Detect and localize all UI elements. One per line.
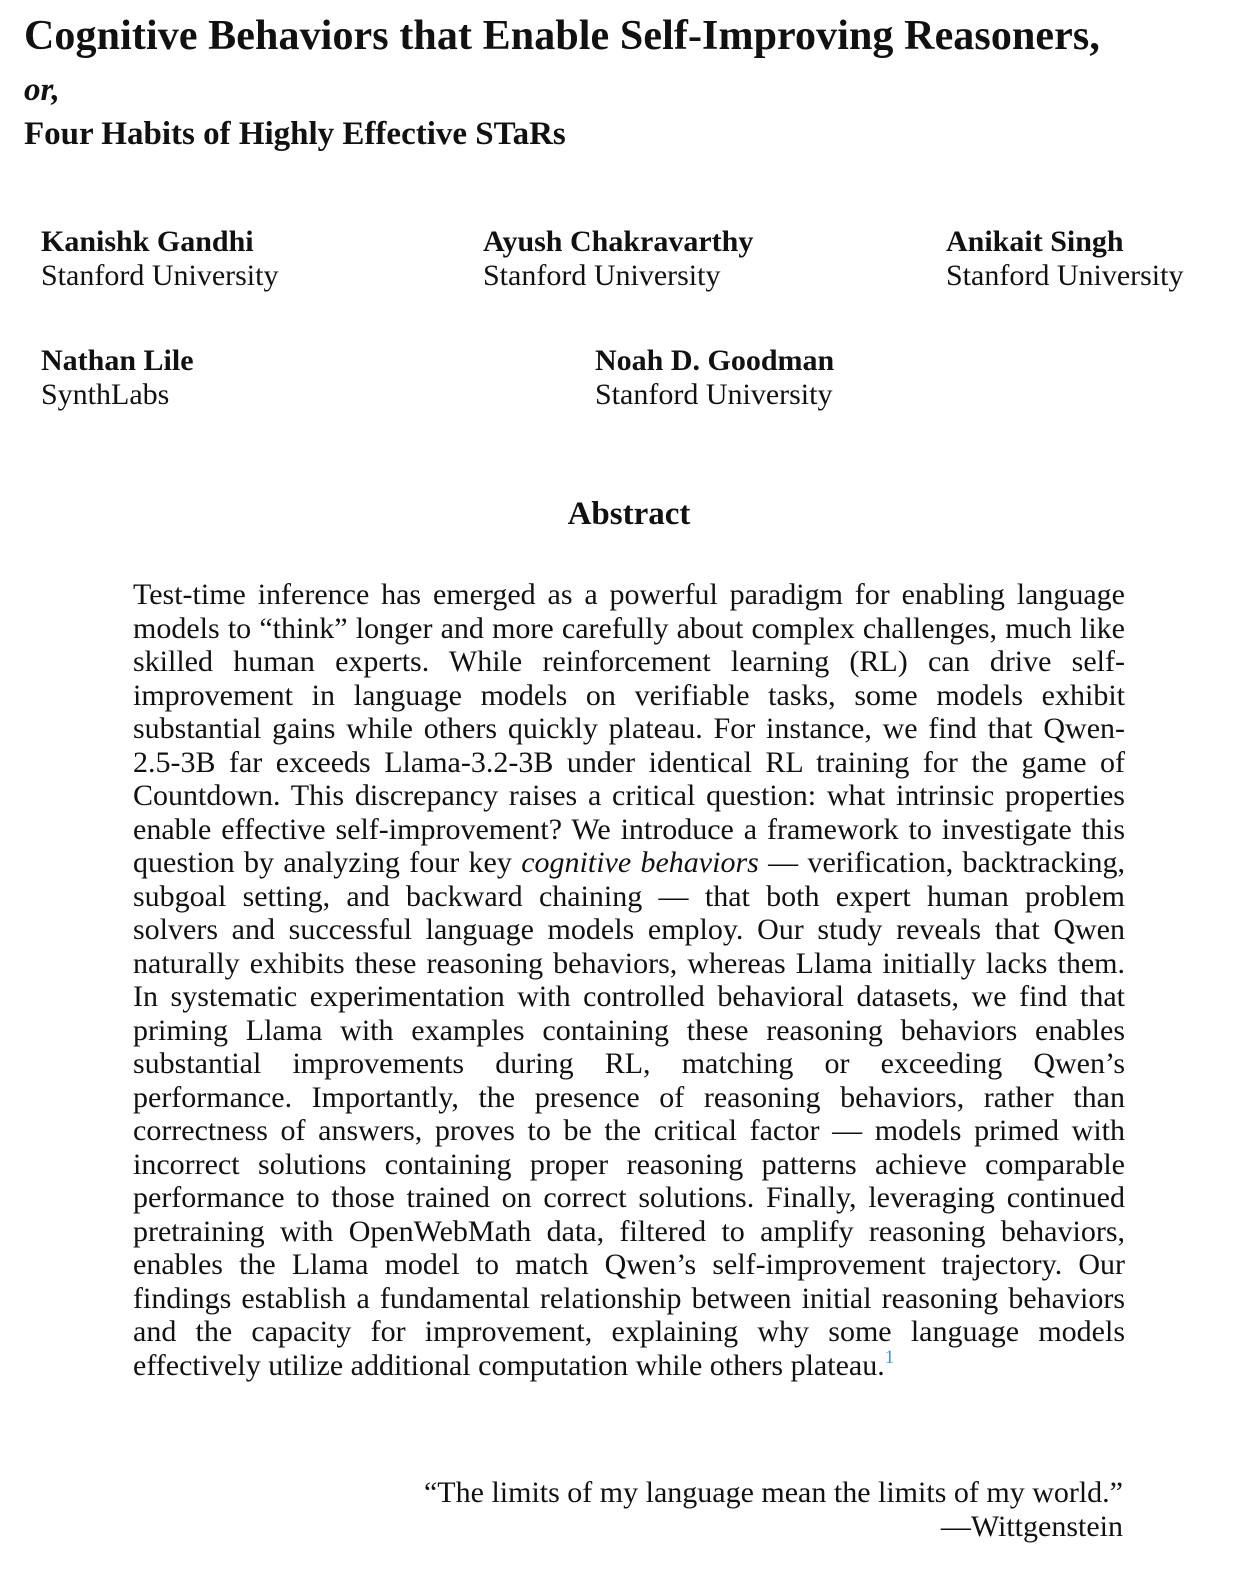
- author-block: [41, 225, 278, 293]
- abstract-body: [133, 578, 1125, 1382]
- author-name: Noah D. Goodman: [595, 344, 835, 377]
- author-block: [946, 225, 1183, 293]
- paper-title: Cognitive Behaviors that Enable Self-Improving Reasoners,: [24, 13, 1100, 59]
- author-name: Ayush Chakravarthy: [483, 225, 754, 258]
- epigraph-quote: “The limits of my language mean the limits of my world.”: [423, 1476, 1123, 1509]
- author-affiliation: SynthLabs: [41, 378, 170, 411]
- author-affiliation: Stanford University: [946, 259, 1184, 292]
- author-affiliation: Stanford University: [483, 259, 721, 292]
- author-affiliation: Stanford University: [595, 378, 833, 411]
- abstract-text: — verification, backtracking, subgoal setting, and backward chaining — that both expert human problem solvers and successful language models employ. Our study reveals that Qwen naturally exhibits these reasoning behaviors, whereas Llama initially lacks them. In systematic experimentation with controlled behavioral datasets, we find that priming Llama with examples containing these reasoning behaviors enables substantial improvements during RL, matching or exceeding Qwen’s performance. Importantly, the presence of reasoning behaviors, rather than correctness of answers, proves to be the critical factor — models primed with incorrect solutions containing proper reasoning patterns achieve comparable performance to those trained on correct solutions. Finally, leveraging continued pretraining with OpenWebMath data, filtered to amplify reasoning behaviors, enables the Llama model to match Qwen’s self-improvement trajectory. Our findings establish a fundamental relationship between initial reasoning behaviors and the capacity for improvement, explaining why some language models effectively utilize additional computation while others plateau.: [133, 846, 1125, 1382]
- author-name: Anikait Singh: [946, 225, 1124, 258]
- author-block: [41, 344, 194, 412]
- abstract-heading: Abstract: [567, 496, 691, 532]
- author-block: [595, 344, 834, 412]
- author-name: Kanishk Gandhi: [41, 225, 254, 258]
- paper-title-connector: or,: [24, 72, 60, 108]
- footnote-link[interactable]: 1: [884, 1346, 895, 1368]
- author-affiliation: Stanford University: [41, 259, 279, 292]
- paper-subtitle: Four Habits of Highly Effective STaRs: [24, 116, 566, 152]
- abstract-text: Test-time inference has emerged as a powerful paradigm for enabling language models to “think” longer and more carefully about complex challenges, much like skilled human experts. While reinforcement learning (RL) can drive self-improvement in language models on verifiable tasks, some models exhibit substantial gains while others quickly plateau. For instance, we find that Qwen-2.5-3B far exceeds Llama-3.2-3B under identical RL training for the game of Countdown. This discrepancy raises a critical question: what intrinsic properties enable effective self-improvement? We introduce a framework to investigate this question by analyzing four key: [133, 578, 1125, 879]
- author-name: Nathan Lile: [41, 344, 194, 377]
- epigraph: [424, 1476, 1123, 1544]
- author-block: [483, 225, 753, 293]
- epigraph-attribution: —Wittgenstein: [940, 1510, 1123, 1543]
- abstract-emphasis: cognitive behaviors: [521, 846, 759, 879]
